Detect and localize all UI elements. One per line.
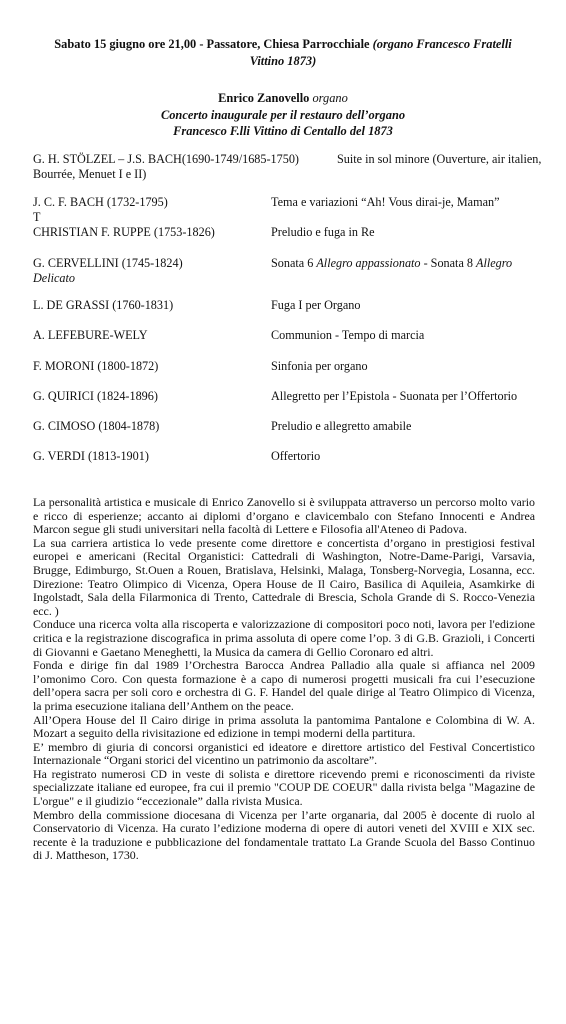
program-composer: G. CIMOSO (1804-1878) [33, 419, 160, 433]
program-work: Allegretto per l’Epistola - Suonata per l’Offertorio [271, 389, 518, 403]
concerto-line-2: Francesco F.lli Vittino di Centallo del 1873 [173, 124, 393, 138]
bio-paragraph: E’ membro di giuria di concorsi organistici ed ideatore e direttore artistico del Festival Concertistico Internazionale “Organi storici del vicentino un patrimonio da ascoltare”. [33, 739, 535, 768]
program-marker: T [33, 210, 41, 224]
performer-role: organo [312, 91, 348, 105]
program-composer: G. QUIRICI (1824-1896) [33, 389, 158, 403]
program-composer: F. MORONI (1800-1872) [33, 359, 159, 373]
performer-name: Enrico Zanovello [218, 91, 310, 105]
program-composer: L. DE GRASSI (1760-1831) [33, 298, 174, 312]
program-work: Fuga I per Organo [271, 298, 361, 312]
bio-paragraph: La personalità artistica e musicale di Enrico Zanovello si è sviluppata attraverso un percorso molto vario e ricco di esperienze; accanto ai diplomi d’organo e clavicembalo con Stefano Innocenti e Andrea Marcon segue gli studi universitari nella facoltà di Lettere e Filosofia all'Ateneo di Padova. [33, 495, 535, 537]
program-work: Suite in sol minore (Ouverture, air italien, [337, 152, 542, 166]
program-composer: A. LEFEBURE-WELY [33, 328, 148, 342]
bio-paragraph: Conduce una ricerca volta alla riscoperta e valorizzazione di compositori poco noti, lavora per l'edizione critica e la registrazione discografica in prima assoluta di opere come l’op. 3 di G.B. Grazioli, i Concerti di Giovanni e Gaetano Meneghetti, la Musica da camera di Gellio Coronaro ed altri. [33, 617, 535, 659]
bio-paragraph: All’Opera House del Il Cairo dirige in prima assoluta la pantomima Pantalone e Colombina di W. A. Mozart a seguito della rivisitazione ed edizione in tempi moderni della partitura. [33, 712, 535, 741]
bio-paragraph: Ha registrato numerosi CD in veste di solista e direttore ricevendo premi e riconoscimenti da riviste specializzate italiane ed europee, fra cui il premio "COUP DE COEUR" dalla rivista belga "Magazine de L'orgue" e il giudizio “eccezionale” dalla rivista Musica. [33, 766, 535, 809]
program-work: Sinfonia per organo [271, 359, 368, 373]
program-work-continued: Bourrée, Menuet I e II) [33, 167, 147, 181]
bio-paragraph: La sua carriera artistica lo vede presente come direttore e concertista d’organo in prestigiosi festival europei e americani (Recital Organistici: Cattedrali di Washington, Notre-Dame-Parigi, Varsavia, Brugge, Edimburgo, St.Ouen a Rouen, Bratislava, Helsinki, Malaga, Tonsberg-Norvegia, Losanna, ecc. Direzione: Teatro Olimpico di Vicenza, Opera House de Il Cairo, Basilica di Aquileia, Asamkirke di Ingolstadt, Sala della Filarmonica di Trento, Cattedrale di Brescia, Schola Grande di S. Rocco-Venezia ecc. ) [33, 535, 535, 618]
program-work: Preludio e fuga in Re [271, 225, 375, 239]
performer-line [30, 90, 536, 107]
program-composer: G. CERVELLINI (1745-1824) [33, 256, 183, 270]
program-composer: CHRISTIAN F. RUPPE (1753-1826) [33, 225, 215, 239]
program-work: Offertorio [271, 449, 321, 463]
event-heading [30, 36, 536, 70]
program-composer: G. VERDI (1813-1901) [33, 449, 149, 463]
program-work: Tema e variazioni “Ah! Vous dirai-je, Maman” [271, 195, 500, 209]
program-work: Sonata 6 Allegro appassionato - Sonata 8 Allegro [271, 256, 513, 270]
concerto-line-1: Concerto inaugurale per il restauro dell’organo [160, 108, 406, 122]
program-composer: J. C. F. BACH (1732-1795) [33, 195, 168, 209]
organ-note-1: (organo Francesco Fratelli [372, 37, 512, 51]
bio-paragraph: Membro della commissione diocesana di Vicenza per l’arte organaria, dal 2005 è docente di ruolo al Conservatorio di Vicenza. Ha curato l’edizione moderna di opere di autori veneti del XVIII e XIX sec. recente è la traduzione e pubblicazione del fondamentale trattato La Grande Scuola del Basso Continuo di J. Mattheson, 1730. [33, 807, 535, 863]
biography [33, 496, 535, 863]
program-tempo: Delicato [33, 271, 75, 285]
event-date-place: Sabato 15 giugno ore 21,00 - Passatore, Chiesa Parrocchiale [54, 37, 370, 51]
concerto-title [30, 107, 536, 139]
program-work: Preludio e allegretto amabile [271, 419, 412, 433]
bio-paragraph: Fonda e dirige fin dal 1989 l’Orchestra Barocca Andrea Palladio alla quale si affianca nel 2009 l’omonimo Coro. Con questa formazione è a capo di numerosi progetti musicali fra cui l’esecuzione dell’opera sacra per soli coro e orchestra di G. F. Handel del quale dirige al Teatro Olimpico di Vicenza, la prima esecuzione italiana dell’Anthem on the peace. [33, 658, 535, 713]
program-composer: G. H. STÖLZEL – J.S. BACH(1690-1749/1685-1750) [33, 152, 299, 166]
organ-note-2: Vittino 1873) [249, 54, 317, 68]
program-work: Communion - Tempo di marcia [271, 328, 425, 342]
